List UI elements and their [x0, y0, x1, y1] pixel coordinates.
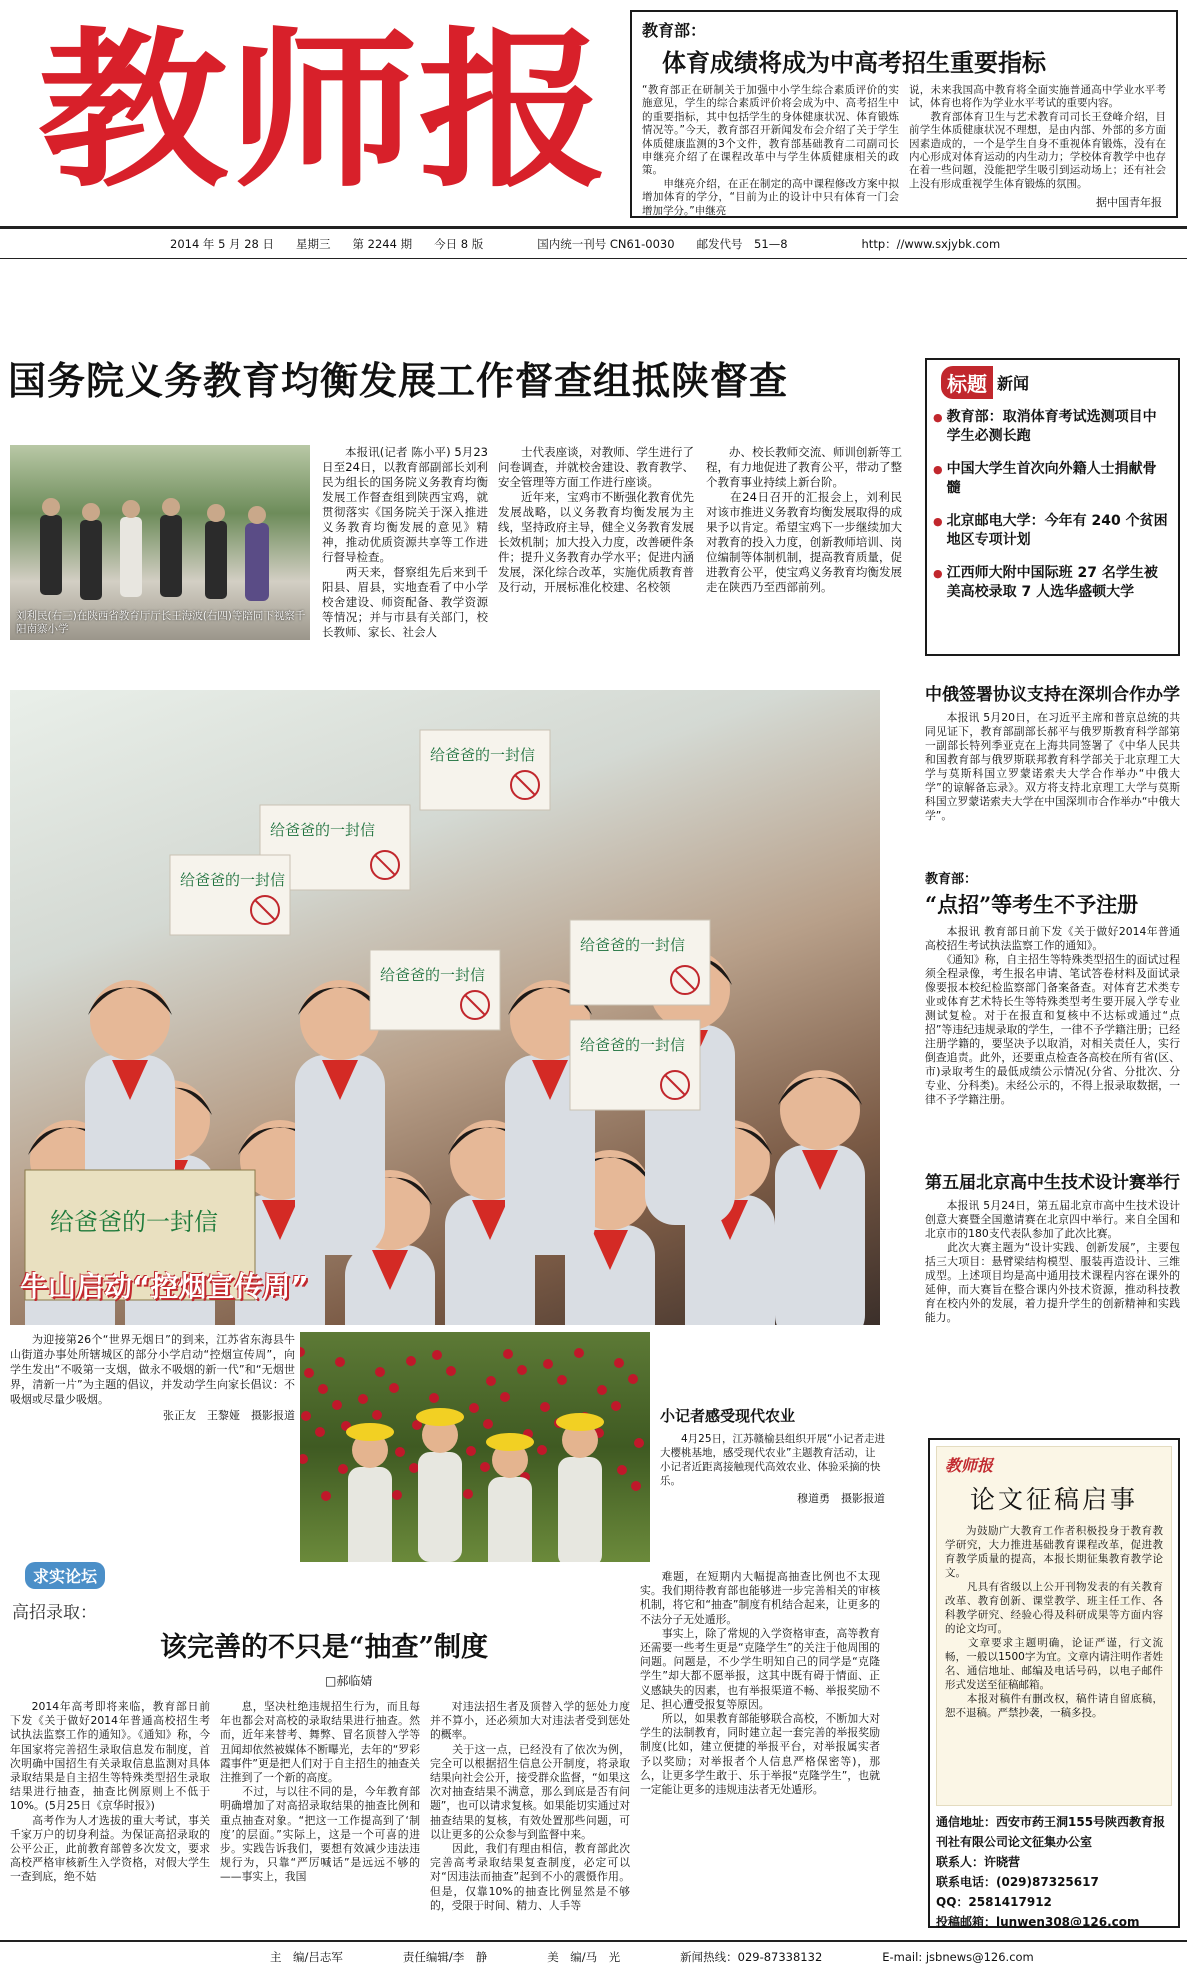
lead-photo — [10, 445, 310, 640]
cherry-icon — [517, 1365, 527, 1375]
cherry-icon — [409, 1463, 419, 1473]
issue-weekday: 星期三 — [296, 237, 331, 251]
letter-envelope — [570, 1020, 700, 1110]
cherry-icon — [395, 1447, 405, 1457]
cherry-icon — [617, 1465, 627, 1475]
dateline-bar — [0, 232, 1187, 256]
footer-art-editor: 美 编/马 光 — [547, 1950, 621, 1964]
student-body — [558, 1457, 602, 1562]
letter-text: 给爸爸的一封信 — [180, 871, 286, 889]
footer-bar — [0, 1946, 1187, 1968]
letter-envelope — [570, 920, 710, 1005]
forum-kicker: 高招录取： — [12, 1603, 97, 1623]
right-story-1-body: 本报讯 5月20日，在习近平主席和普京总统的共同见证下，教育部副部长郝平与俄罗斯教育科学部第一副部长特列季亚克在上海共同签署了《中华人民共和国教育部与俄罗斯联邦教育科学部关于北京理工大学与莫斯科国立罗蒙诺索夫大学合作举办“中俄大学”的谅解备忘录》。双方将支持北京理工大学与莫斯科国立罗蒙诺索夫大学在中国深圳市合作举办“中俄大学”。 — [925, 711, 1180, 822]
yellow-cap-icon — [346, 1423, 394, 1441]
headline-sidebar-label-b: 新闻 — [997, 373, 1030, 393]
green-letter-text: 给爸爸的一封信 — [50, 1208, 218, 1236]
cherry-icon — [500, 1392, 510, 1402]
right-story-2-body: 本报讯 教育部日前下发《关于做好2014年普通高校招生考试执法监察工作的通知》。 《通知》称，自主招生等特殊类型招生的面试过程须全程录像，考生报名申请、笔试答卷材料及面试录像要报本校纪检监察部门备案备查。对体育艺术类专业或体育艺术特长生等特殊类型考生要开展入学专业测试复检。对于在报直和复核中不达标或通过“点招”等违纪违规录取的学生，一律不予学籍注册；已经注册学籍的，要坚决予以取消，对相关责任人，实行倒查追责。此外，还要重点检查各高校在所有省(区、市)录取考生的最低成绩公示情况(分省、分批次、分专业、分科类)。未经公示的，不得上报录取数据，一律不予学籍注册。 — [925, 925, 1180, 1106]
child-face — [300, 980, 380, 1060]
cherry-icon — [406, 1356, 416, 1366]
cherry-icon — [335, 1357, 345, 1367]
headline-list-item[interactable] — [933, 564, 1168, 602]
main-photo — [10, 690, 880, 1325]
letter-text: 给爸爸的一封信 — [430, 746, 536, 764]
masthead-rule-top — [0, 226, 1187, 229]
cherry-icon — [304, 1368, 314, 1378]
child-face — [90, 980, 170, 1060]
headline-list-item[interactable] — [933, 460, 1168, 498]
cherry-icon — [483, 1419, 493, 1429]
masthead-logo-text: 教师报 — [38, 20, 608, 195]
children-with-letters-photo-icon — [10, 690, 880, 1325]
footer-hotline: 新闻热线：029-87338132 — [680, 1950, 823, 1964]
right-story-1 — [925, 680, 1180, 868]
top-story-col2: 说，未来我国高中教育将全面实施普通高中学业水平考试，体育也将作为学业水平考试的重要内容。 教育部体育卫生与艺术教育司司长王登峰介绍，目前学生体质健康状况不理想，是由内部、外部的多方面因素造成的，一个是学生自身不重视体育锻炼，没有在内心形成对体育运动的内生动力；学校体育教学中也存在着一些问题，没能把学生吸引到运动场上；还有社会上没有形成重视学生体育锻炼的氛围。 — [909, 84, 1166, 190]
cherry-icon — [446, 1366, 456, 1376]
lead-headline: 国务院义务教育均衡发展工作督查组抵陕督查 — [8, 359, 789, 403]
headline-list-item-text: 北京邮电大学：今年有 240 个贫困地区专项计划 — [946, 513, 1168, 548]
footer-email[interactable]: E-mail: jsbnews@126.com — [882, 1950, 1034, 1964]
cherry-icon — [301, 1411, 311, 1421]
masthead-rule-bottom — [0, 258, 1187, 259]
masthead-logo — [30, 20, 620, 195]
forum-col1: 2014年高考即将来临，教育部日前下发《关于做好2014年普通高校招生考试执法监察工作的通知》。《通知》称，今年国家将完善招生录取信息发布制度，首次明确中国招生有关录取信息监测对具体录取结果是自主招生等特殊类型招生录取结果进行抽查，抽查比例原则上不低于10%。(5月25日《京华时报》) 高考作为人才选拔的重大考试，事关千家万户的切身利益。为保证高招录取的公平公正，此前教育部曾多次发文，要求高校严格审核新生入学资格，对假大学生一查到底，绝不姑 — [10, 1700, 210, 1884]
student-body — [488, 1477, 532, 1562]
agri-photo — [300, 1332, 650, 1562]
child-face — [780, 1070, 860, 1150]
right-story-3-headline: 第五届北京高中生技术设计赛举行 — [925, 1173, 1180, 1193]
right-story-1-headline: 中俄签署协议支持在深圳合作办学 — [925, 685, 1180, 705]
cherry-icon — [332, 1400, 342, 1410]
yellow-cap-icon — [416, 1408, 464, 1426]
forum-col2: 息，坚决杜绝违规招生行为，而且每年也都会对高校的录取结果进行抽查。然而，近年来替考、舞弊、冒名顶替入学等丑闻却依然被媒体不断曝光，去年的“罗彩霞事件”更是把人们对于自主招生的抽查关注推到了一个新的高度。 不过，与以往不同的是，今年教育部明确增加了对高招录取结果的抽查比例和重点抽查对象。“把这一工作提高到了‘制度’的层面。”实际上，这是一个可喜的进步。实践告诉我们，要想有效减少违法违规行为，只靠“严厉喊话”是远远不够的——事实上，我国 — [220, 1700, 420, 1884]
cherry-icon — [389, 1383, 399, 1393]
issue-pages: 今日 8 版 — [434, 237, 484, 251]
cherry-icon — [540, 1402, 550, 1412]
footer-rule — [0, 1940, 1187, 1942]
forum-section-label: 求实论坛 — [25, 1562, 105, 1589]
headline-sidebar — [925, 358, 1180, 656]
headline-list-item-text: 教育部：取消体育考试选测项目中学生必测长跑 — [946, 409, 1157, 444]
footer-duty-editor: 责任编辑/李 静 — [402, 1950, 488, 1964]
cherry-icon — [318, 1384, 328, 1394]
bullet-icon: ● — [933, 515, 943, 528]
forum-headline: 该完善的不只是“抽查”制度 — [160, 1632, 489, 1663]
forum-byline: □郝临婧 — [325, 1674, 373, 1688]
cherry-icon — [469, 1403, 479, 1413]
lead-col2: 士代表座谈，对教师、学生进行了问卷调查，并就校舍建设、教育教学、安全管理等方面工作进行座谈。 近年来，宝鸡市不断强化教育优先发展战略，以义务教育均衡发展为主线，坚持政府主导，健全义务教育发展长效机制；加大投入力度，改善硬件条件；提升义务教育办学水平；促进内涵发展，深化综合改革，实施优质教育普及行动，开展标准化校建、名校领 — [498, 445, 694, 594]
forum-section-tag — [25, 1562, 105, 1589]
cherry-icon — [503, 1349, 513, 1359]
headline-list-item[interactable] — [933, 408, 1168, 446]
smoke-credit: 张正友 王黎娅 摄影报道 — [163, 1409, 295, 1422]
cherry-icon — [537, 1445, 547, 1455]
cherry-icon — [543, 1359, 553, 1369]
letter-text: 给爸爸的一封信 — [580, 1036, 686, 1054]
bullet-icon: ● — [933, 411, 943, 424]
essay-ad-address: 通信地址：西安市药王洞155号陕西教育报刊社有限公司论文征集办公室 — [936, 1815, 1166, 1849]
cherry-icon — [614, 1358, 624, 1368]
top-story-kicker: 教育部： — [642, 21, 707, 40]
masthead-calligraphy-icon — [30, 20, 620, 195]
cherry-icon — [300, 1454, 308, 1464]
cherry-icon — [321, 1491, 331, 1501]
cherry-icon — [480, 1462, 490, 1472]
top-story-col1: “教育部正在研制关于加强中小学生综合素质评价的实施意见，学生的综合素质评价将会成为中、高考招生中的重要指标，其中包括学生的身体健康状况、体育锻炼情况等。”今天，教育部召开新闻发布会介绍了关于学生体质健康监测的3个文件，教育部基础教育二司副司长申继亮介绍了在课程改革中与学生体质健康相关的政策。 申继亮介绍，在正在制定的高中课程修改方案中拟增加体育的学分，“目前为止的设计中只有体育一门会增加学分。”申继亮 — [642, 84, 899, 217]
cherry-icon — [429, 1393, 439, 1403]
cherry-orchard-photo-icon — [300, 1332, 650, 1562]
cherry-icon — [466, 1446, 476, 1456]
postal-code: 邮发代号 51—8 — [696, 237, 788, 251]
cherry-icon — [597, 1385, 607, 1395]
right-story-2-headline: “点招”等考生不予注册 — [925, 892, 1139, 917]
smoke-caption-box — [10, 1332, 295, 1482]
cherry-icon — [372, 1410, 382, 1420]
agri-caption: 4月25日，江苏赣榆县组织开展“小记者走进大樱桃基地，感受现代农业”主题教育活动，让小记者近距离接触现代高效农业、体验采摘的快乐。 — [660, 1433, 885, 1487]
main-photo-overlay-title: 牛山启动“控烟宣传周” — [20, 1270, 309, 1303]
bullet-icon: ● — [933, 567, 943, 580]
right-story-2-kicker: 教育部： — [925, 872, 978, 887]
cherry-icon — [300, 1347, 305, 1357]
essay-ad-email[interactable]: 投稿邮箱：lunwen308@126.com — [936, 1915, 1140, 1929]
cherry-icon — [631, 1481, 641, 1491]
agri-credit: 穆道勇 摄影报道 — [797, 1492, 885, 1505]
student-body — [418, 1452, 462, 1562]
headline-list-item-text: 江西师大附中国际班 27 名学生被美高校录取 7 人选华盛顿大学 — [946, 565, 1158, 600]
cherry-icon — [611, 1401, 621, 1411]
letter-text: 给爸爸的一封信 — [380, 966, 486, 984]
essay-ad-phone: 联系电话：(029)87325617 — [936, 1875, 1099, 1889]
essay-ad-contact: 联系人：许晓营 — [936, 1855, 1021, 1869]
essay-ad-title: 论文征稿启事 — [969, 1485, 1138, 1514]
website-link[interactable]: http：//www.sxjybk.com — [861, 237, 1001, 251]
headline-list-item[interactable] — [933, 512, 1168, 550]
right-story-3-body: 本报讯 5月24日，第五届北京市高中生技术设计创意大赛暨全国邀请赛在北京四中举行。来自全国和北京市的180支代表队参加了此次比赛。 此次大赛主题为“设计实践、创新发展”，主要包括三大项目：悬臂梁结构模型、服装再造设计、三维成型。上述项目均是高中通用技术课程内容在课外的延伸，而大赛旨在整合课内外技术资源，推动科技教育在校内外的发展，着力提升学生的创新精神和实践能力。 — [925, 1199, 1180, 1324]
letter-text: 给爸爸的一封信 — [580, 936, 686, 954]
headline-list — [927, 404, 1178, 602]
cherry-icon — [557, 1375, 567, 1385]
cherry-icon — [392, 1490, 402, 1500]
essay-ad — [928, 1438, 1180, 1928]
cherry-icon — [574, 1348, 584, 1358]
bullet-icon: ● — [933, 463, 943, 476]
forum-col4: 难题，在短期内大幅提高抽查比例也不太现实。我们期待教育部也能够进一步完善相关的审核机制，将它和“抽查”制度有机结合起来，让更多的不法分子无处遁形。 事实上，除了常规的入学资格审查，高等教育还需要一些考生更是“克隆学生”的关注于他周围的问题。问题是，不少学生明知自己的同学是“克隆学生”却大都不愿举报，这其中既有碍于情面、正义感缺失的因素，也有举报渠道不畅、举报奖励不足、担心遭受报复等原因。 所以，如果教育部能够联合高校，不断加大对学生的法制教育，同时建立起一套完善的举报奖励制度(比如，建立便捷的举报平台，对举报属实者予以奖励；对举报者个人信息严格保密等)，那么，让更多学生敢于、乐于举报“克隆学生”，也就一定能让更多的违规违法者无处遁形。 — [640, 1570, 880, 1797]
cherry-icon — [634, 1438, 644, 1448]
right-story-2 — [925, 868, 1180, 1168]
lead-col1: 本报讯(记者 陈小平) 5月23日至24日，以教育部副部长刘利民为组长的国务院义务教育均衡发展工作督查组到陕西宝鸡，就贯彻落实《国务院关于深入推进义务教育均衡发展的意见》精神，推动优质资源共享等工作进行督导检查。 两天来，督察组先后来到千阳县、眉县，实地查看了中小学校舍建设、师资配备、教学资源等情况；并与市县有关部门，校长教师、家长、社会人 — [322, 445, 488, 639]
letter-text: 给爸爸的一封信 — [270, 821, 376, 839]
headline-sidebar-label-a: 标题 — [941, 366, 993, 399]
headline-list-item-text: 中国大学生首次向外籍人士捐献骨髓 — [946, 461, 1157, 496]
cherry-icon — [358, 1394, 368, 1404]
forum-col3: 对违法招生者及顶替入学的惩处力度并不算小，还必须加大对违法者受到惩处的概率。 关于这一点，已经没有了依次为例，完全可以根据招生信息公开制度，将录取结果向社会公开，接受群众监督，“如果这次对抽查结果不满意，那么到底是否有问题”，也可以请求复核。如果能切实通过对抽查结果的复核，有效处置那些问题，可以让更多的公众参与到监督中来。 因此，我们有理由相信，教育部此次完善高考录取结果复查制度，必定可以对“因违法而抽查”起到不小的震慑作用。但是，仅靠10%的抽查比例显然是不够的，受限于时间、精力、人手等 — [430, 1700, 630, 1912]
top-story-headline: 体育成绩将成为中高考招生重要指标 — [662, 48, 1046, 77]
top-story-source: 据中国青年报 — [1096, 196, 1162, 209]
lead-photo-caption: 刘利民(右三)在陕西省教育厅厅长王海波(右四)等陪同下视察千阳南寨小学 — [16, 610, 306, 635]
essay-ad-logo: 教师报 — [945, 1456, 994, 1475]
cherry-icon — [463, 1489, 473, 1499]
issue-date: 2014 年 5 月 28 日 — [170, 237, 274, 251]
footer-editor: 主 编/吕志军 — [270, 1950, 343, 1964]
yellow-cap-icon — [556, 1413, 604, 1431]
essay-ad-qq: QQ：2581417912 — [936, 1895, 1052, 1909]
cherry-icon — [375, 1367, 385, 1377]
yellow-cap-icon — [486, 1433, 534, 1451]
right-story-3 — [925, 1168, 1180, 1378]
cherry-icon — [432, 1350, 442, 1360]
lead-col3: 办、校长教师交流、师训创新等工程，有力地促进了教育公平，带动了整个教育事业持续上新台阶。 在24日召开的汇报会上，刘利民对该市推进义务教育均衡发展取得的成果予以肯定。希望宝鸡下一步继续加大对教育的投入力度，创新教师培训、岗位编制等体制机制，提高教育质量，促进教育公平，使宝鸡义务教育均衡发展走在陕西乃至西部前列。 — [706, 445, 902, 594]
right-column — [925, 680, 1180, 1378]
cherry-icon — [628, 1374, 638, 1384]
cherry-icon — [338, 1464, 348, 1474]
top-story-box — [630, 10, 1178, 218]
cherry-icon — [486, 1376, 496, 1386]
cn-number: 国内统一刊号 CN61-0030 — [537, 237, 675, 251]
issue-number: 第 2244 期 — [352, 237, 413, 251]
agri-text-box — [660, 1405, 885, 1506]
student-body — [348, 1467, 392, 1562]
cherry-icon — [315, 1427, 325, 1437]
essay-ad-body: 为鼓励广大教育工作者积极投身于教育教学研究，大力推进基础教育课程改革，促进教育教学质量的提高，本报长期征集教育教学论文。 凡具有省级以上公开刊物发表的有关教育改革、教育创新、课堂教学、班主任工作、各科教学研究、经验心得及科研成果等方面内容的论文均可。 文章要求主题明确，论证严谨，行文流畅，一般以1500字为宜。文章内请注明作者姓名、通信地址、邮编及电话号码，以电子邮件形式发送至征稿邮箱。 本报对稿件有删改权，稿件请自留底稿，恕不退稿。严禁抄袭，一稿多投。 — [945, 1525, 1163, 1719]
smoke-caption: 为迎接第26个“世界无烟日”的到来，江苏省东海县牛山街道办事处所辖城区的部分小学启动“控烟宣传周”，向学生发出“不吸第一支烟，做永不吸烟的新一代”和“无烟世界，清新一片”为主题的倡议，并发动学生向家长倡议：不吸烟或尽量少吸烟。 — [10, 1333, 295, 1406]
agri-title: 小记者感受现代农业 — [660, 1407, 796, 1425]
